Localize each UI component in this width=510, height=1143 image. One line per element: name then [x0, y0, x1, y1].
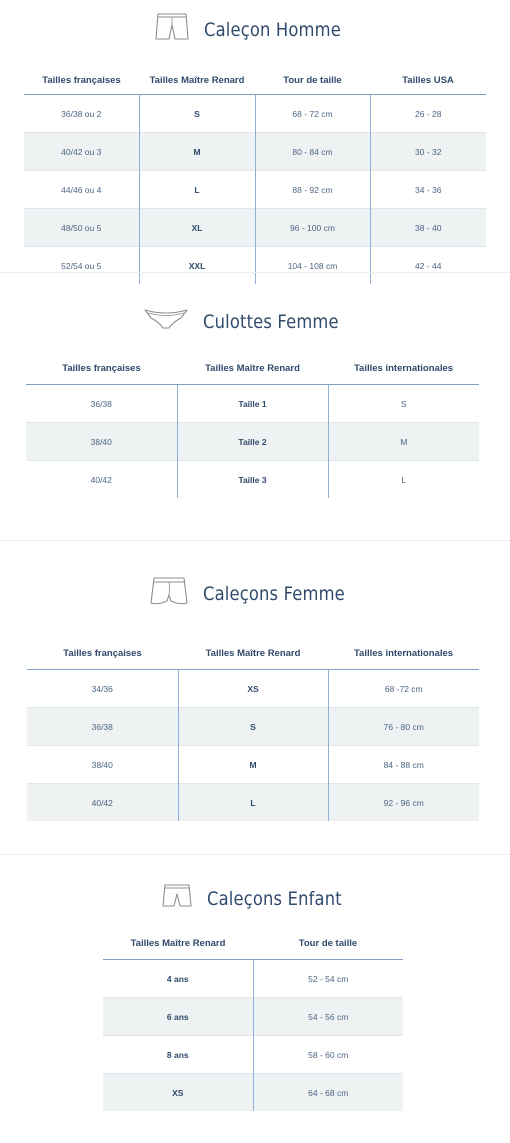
kids-shorts-icon: [161, 883, 193, 914]
table-cell: 104 - 108 cm: [255, 247, 370, 285]
column-header: Tailles internationales: [328, 637, 479, 670]
table-cell: 64 - 68 cm: [253, 1074, 403, 1112]
table-row: [26, 385, 479, 423]
table-cell: 38 - 40: [370, 209, 486, 247]
panties-icon: [143, 306, 189, 337]
table-row: [27, 746, 479, 784]
table-cell: 44/46 ou 4: [24, 171, 139, 209]
table-cell: 6 ans: [103, 998, 253, 1036]
table-row: [24, 209, 486, 247]
section-title-row: [161, 883, 364, 914]
section-title-row: [149, 575, 368, 612]
section-divider: [0, 854, 510, 855]
boxer-shorts-icon: [154, 12, 190, 47]
table-cell: Taille 2: [177, 423, 328, 461]
section-title: Culottes Femme: [203, 310, 339, 333]
table-cell: L: [178, 784, 328, 822]
table-cell: 36/38 ou 2: [61, 108, 102, 119]
table-cell: S: [139, 95, 255, 133]
table-cell: 26 - 28: [370, 95, 486, 133]
table-cell: 36/38: [27, 708, 178, 746]
size-table-calecon-homme: [24, 66, 486, 284]
table-cell: 54 - 56 cm: [253, 998, 403, 1036]
section-title-row: [154, 12, 363, 47]
table-row: [103, 960, 403, 998]
women-shorts-icon: [149, 575, 189, 612]
column-header: Tailles Maître Renard: [177, 352, 328, 385]
table-cell: 68 - 72 cm: [255, 95, 370, 133]
table-cell: 52/54 ou 5: [24, 247, 139, 285]
column-header: Tailles Maître Renard: [103, 927, 253, 960]
table-cell: 30 - 32: [370, 133, 486, 171]
section-title-row: [143, 306, 361, 337]
table-cell: 40/42 ou 3: [24, 133, 139, 171]
table-cell: 36/38: [90, 398, 112, 409]
table-cell: 8 ans: [103, 1036, 253, 1074]
size-table-calecons-femme: [27, 637, 479, 821]
table-row: [26, 461, 479, 499]
table-cell: 38/40: [27, 746, 178, 784]
table-cell: Taille 3: [177, 461, 328, 499]
table-row: [103, 1074, 403, 1112]
table-row: [24, 133, 486, 171]
table-cell: 96 - 100 cm: [255, 209, 370, 247]
column-header: Tailles françaises: [26, 352, 177, 385]
table-cell: 84 - 88 cm: [328, 746, 479, 784]
column-header: Tailles Maître Renard: [139, 66, 255, 95]
table-cell: 38/40: [26, 423, 177, 461]
size-table-calecons-enfant: [103, 927, 403, 1111]
table-cell: 34/36: [91, 683, 113, 694]
table-cell: 88 - 92 cm: [255, 171, 370, 209]
table-cell: 40/42: [27, 784, 178, 822]
section-divider: [0, 540, 510, 541]
table-cell: 48/50 ou 5: [24, 209, 139, 247]
column-header: Tailles Maître Renard: [178, 637, 328, 670]
table-cell: M: [178, 746, 328, 784]
column-header: Tour de taille: [255, 66, 370, 95]
table-row: [26, 423, 479, 461]
table-row: [24, 247, 486, 285]
table-cell: 58 - 60 cm: [253, 1036, 403, 1074]
table-row: [103, 1036, 403, 1074]
size-table-culottes-femme: [26, 352, 479, 498]
table-cell: M: [328, 423, 479, 461]
table-cell: 76 - 80 cm: [328, 708, 479, 746]
table-cell: 68 -72 cm: [328, 670, 479, 708]
table-cell: 80 - 84 cm: [255, 133, 370, 171]
table-cell: M: [139, 133, 255, 171]
section-title: Caleçon Homme: [204, 18, 341, 41]
column-header: Tour de taille: [253, 927, 403, 960]
table-row: [27, 708, 479, 746]
column-header: Tailles internationales: [328, 352, 479, 385]
table-cell: Taille 1: [177, 385, 328, 423]
table-cell: 92 - 96 cm: [328, 784, 479, 822]
column-header: Tailles USA: [370, 66, 486, 95]
table-cell: 4 ans: [166, 973, 189, 984]
table-cell: XS: [178, 670, 328, 708]
table-row: [103, 998, 403, 1036]
table-cell: L: [328, 461, 479, 499]
section-title: Caleçons Enfant: [207, 887, 342, 910]
column-header: Tailles françaises: [27, 637, 178, 670]
table-cell: 42 - 44: [370, 247, 486, 285]
table-cell: XL: [139, 209, 255, 247]
table-cell: S: [328, 385, 479, 423]
table-cell: 40/42: [26, 461, 177, 499]
table-cell: 52 - 54 cm: [253, 960, 403, 998]
table-row: [24, 171, 486, 209]
table-cell: 34 - 36: [370, 171, 486, 209]
table-row: [24, 95, 486, 133]
section-title: Caleçons Femme: [203, 582, 345, 605]
table-cell: XS: [103, 1074, 253, 1112]
table-row: [27, 784, 479, 822]
column-header: Tailles françaises: [24, 66, 139, 95]
table-cell: S: [178, 708, 328, 746]
table-cell: L: [139, 171, 255, 209]
table-cell: XXL: [139, 247, 255, 285]
section-divider: [0, 272, 510, 273]
table-row: [27, 670, 479, 708]
